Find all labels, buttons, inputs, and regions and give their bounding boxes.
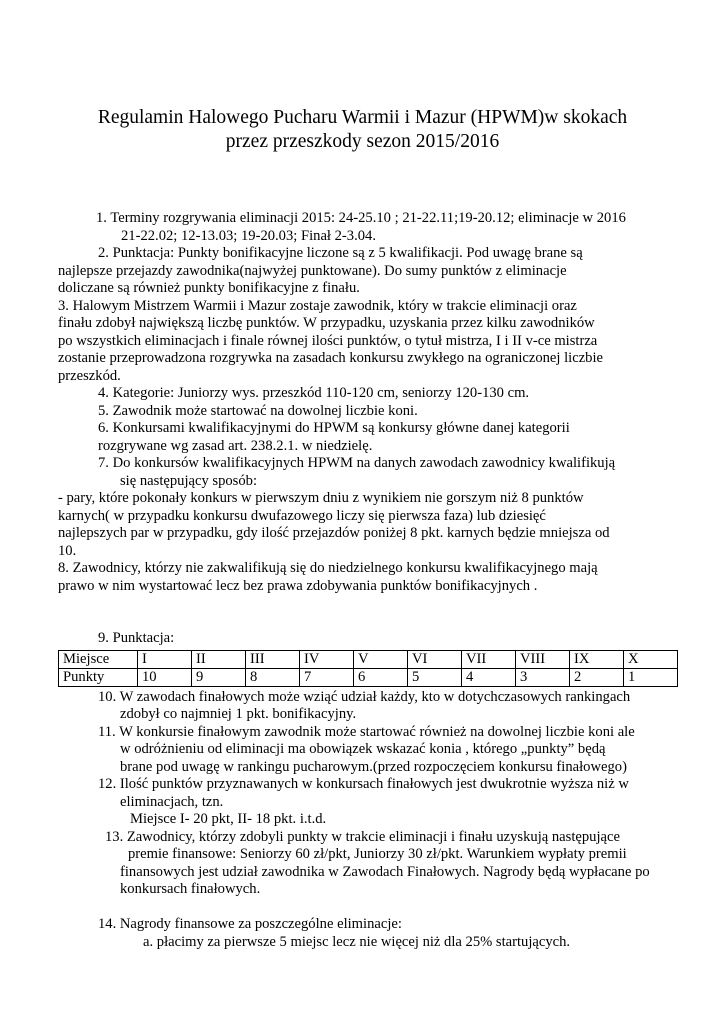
- paragraph-6: 6. Konkursami kwalifikacyjnymi do HPWM są konkursy główne danej kategorii: [98, 420, 570, 436]
- table-cell: 4: [462, 668, 516, 686]
- paragraph-14: 14. Nagrody finansowe za poszczególne eliminacje:: [98, 916, 402, 932]
- paragraph-5: 5. Zawodnik może startować na dowolnej liczbie koni.: [98, 402, 418, 419]
- table-cell: 2: [570, 668, 624, 686]
- paragraph-11-cont: w odróżnieniu od eliminacji ma obowiązek wskazać konia , którego „punkty” będą: [120, 741, 606, 757]
- paragraph-11: 11. W konkursie finałowym zawodnik może startować również na dowolnej liczbie koni ale: [98, 723, 635, 740]
- paragraph-8-cont: prawo w nim wystartować lecz bez prawa zdobywania punktów bonifikacyjnych .: [58, 577, 538, 594]
- spacer: [58, 595, 678, 630]
- paragraph-13-cont: konkursach finałowych.: [120, 881, 261, 897]
- paragraph-7-cont: się następujący sposób:: [120, 472, 257, 489]
- table-cell: 8: [246, 668, 300, 686]
- table-cell: Miejsce: [59, 650, 138, 668]
- table-cell: VI: [408, 650, 462, 668]
- paragraph-2-cont: doliczane są również punkty bonifikacyjne z finału.: [58, 280, 360, 296]
- points-table: [58, 650, 678, 687]
- table-cell: VII: [462, 650, 516, 668]
- paragraph-1-cont: 21-22.02; 12-13.03; 19-20.03; Finał 2-3.04.: [121, 227, 376, 244]
- table-cell: V: [354, 650, 408, 668]
- paragraph-7-cont: - pary, które pokonały konkurs w pierwszym dniu z wynikiem nie gorszym niż 8 punktów: [58, 490, 584, 506]
- table-cell: IX: [570, 650, 624, 668]
- spacer: [58, 899, 678, 917]
- paragraph-12-cont: eliminacjach, tzn.: [120, 793, 224, 810]
- paragraph-2: 2. Punktacja: Punkty bonifikacyjne liczone są z 5 kwalifikacji. Pod uwagę brane są: [98, 245, 583, 261]
- paragraph-8: 8. Zawodnicy, którzy nie zakwalifikują się do niedzielnego konkursu kwalifikacyjnego mają: [58, 560, 598, 576]
- paragraph-7-cont: najlepszych par w przypadku, gdy ilość przejazdów poniżej 8 pkt. karnych będzie mniejsza od: [58, 525, 610, 541]
- paragraph-4: 4. Kategorie: Juniorzy wys. przeszkód 110-120 cm, seniorzy 120-130 cm.: [98, 385, 530, 401]
- paragraph-10: 10. W zawodach finałowych może wziąć udział każdy, kto w dotychczasowych rankingach: [98, 688, 631, 705]
- paragraph-3-cont: przeszkód.: [58, 367, 121, 384]
- paragraph-3: 3. Halowym Mistrzem Warmii i Mazur zostaje zawodnik, który w trakcie eliminacji oraz: [58, 297, 577, 314]
- paragraph-7-cont: 10.: [58, 542, 77, 559]
- table-cell: 10: [138, 668, 192, 686]
- document-title: [40, 106, 685, 154]
- paragraph-10-cont: zdobył co najmniej 1 pkt. bonifikacyjny.: [120, 706, 357, 722]
- document-body: [58, 210, 678, 951]
- paragraph-1: 1. Terminy rozgrywania eliminacji 2015: 24-25.10 ; 21-22.11;19-20.12; eliminacje w 2016: [96, 210, 626, 226]
- title-line-2: przez przeszkody sezon 2015/2016: [225, 131, 500, 152]
- paragraph-7: 7. Do konkursów kwalifikacyjnych HPWM na danych zawodach zawodnicy kwalifikują: [98, 455, 616, 471]
- table-cell: 1: [624, 668, 678, 686]
- paragraph-3-cont: zostanie przeprowadzona rozgrywka na zasadach konkursu zwykłego na ograniczonej liczbie: [58, 350, 603, 366]
- table-cell: IV: [300, 650, 354, 668]
- table-row: [59, 650, 678, 668]
- table-cell: 9: [192, 668, 246, 686]
- paragraph-12: 12. Ilość punktów przyznawanych w konkursach finałowych jest dwukrotnie wyższa niż w: [98, 776, 629, 792]
- table-cell: 6: [354, 668, 408, 686]
- table-row: [59, 668, 678, 686]
- paragraph-7-cont: karnych( w przypadku konkursu dwufazowego liczy się pierwsza faza) lub dziesięć: [58, 507, 546, 524]
- table-cell: 5: [408, 668, 462, 686]
- table-cell: X: [624, 650, 678, 668]
- paragraph-3-cont: finału zdobył największą liczbę punktów. W przypadku, uzyskania przez kilku zawodników: [58, 315, 595, 331]
- paragraph-3-cont: po wszystkich eliminacjach i finale równej ilości punktów, o tytuł mistrza, I i II v-ce mistrza: [58, 332, 598, 349]
- paragraph-2-cont: najlepsze przejazdy zawodnika(najwyżej punktowane). Do sumy punktów z eliminacje: [58, 262, 567, 279]
- title-line-1: Regulamin Halowego Pucharu Warmii i Mazur (HPWM)w skokach: [97, 107, 628, 128]
- table-cell: 7: [300, 668, 354, 686]
- paragraph-6-cont: rozgrywane wg zasad art. 238.2.1. w niedzielę.: [98, 437, 373, 454]
- paragraph-9: 9. Punktacja:: [98, 630, 175, 646]
- paragraph-13-cont: premie finansowe: Seniorzy 60 zł/pkt, Juniorzy 30 zł/pkt. Warunkiem wypłaty premii: [128, 846, 627, 862]
- table-cell: III: [246, 650, 300, 668]
- table-cell: VIII: [516, 650, 570, 668]
- paragraph-13-cont: finansowych jest udział zawodnika w Zawodach Finałowych. Nagrody będą wypłacane po: [120, 863, 650, 880]
- table-cell: Punkty: [59, 668, 138, 686]
- table-cell: 3: [516, 668, 570, 686]
- table-cell: II: [192, 650, 246, 668]
- table-cell: I: [138, 650, 192, 668]
- paragraph-13: 13. Zawodnicy, którzy zdobyli punkty w trakcie eliminacji i finału uzyskują następujące: [105, 828, 620, 845]
- paragraph-14-item-a: a. płacimy za pierwsze 5 miejsc lecz nie więcej niż dla 25% startujących.: [143, 933, 571, 950]
- paragraph-12-cont: Miejsce I- 20 pkt, II- 18 pkt. i.t.d.: [130, 811, 327, 827]
- paragraph-11-cont: brane pod uwagę w rankingu pucharowym.(przed rozpoczęciem konkursu finałowego): [120, 758, 627, 775]
